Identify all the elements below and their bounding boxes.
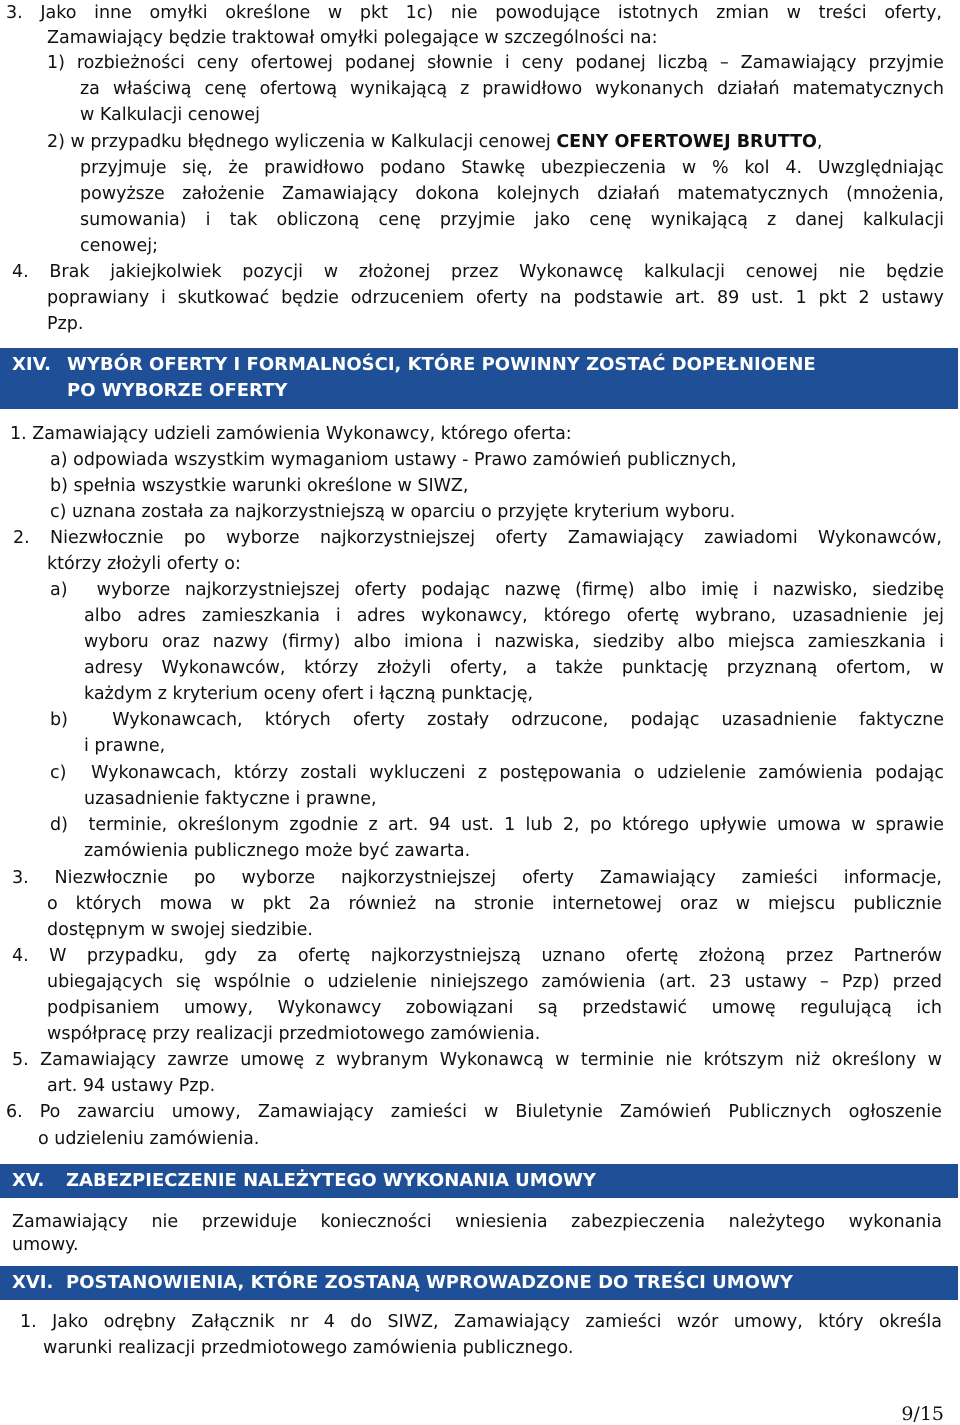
xiv-item-4-line: ubiegających się wspólnie o udzielenie niniejszego zamówienia (art. 23 ustawy – Pzp) przed [47,972,942,992]
xiv-item-2d-line: d) terminie, określonym zgodnie z art. 94 ust. 1 lub 2, po którego upływie umowa w sprawie [50,815,944,835]
xiv-item-5-line: art. 94 ustawy Pzp. [47,1076,216,1096]
page-number: 9/15 [901,1403,944,1425]
xiv-item-2a-line: każdym z kryterium oceny ofert i łączną punktację, [84,684,534,704]
section-number: XV. [12,1170,45,1191]
sub-item-1-line: w Kalkulacji cenowej [80,105,260,125]
section-number: XIV. [12,354,52,375]
item-3-line: 3. Jako inne omyłki określone w pkt 1c) nie powodujące istotnych zmian w treści oferty, [6,3,942,23]
sub-item-2-text: 2) w przypadku błędnego wyliczenia w Kalkulacji cenowej [47,132,557,152]
section-header-xvi [0,1266,958,1300]
xiv-item-2d-line: zamówienia publicznego może być zawarta. [84,841,471,861]
xiv-item-1b: b) spełnia wszystkie warunki określone w SIWZ, [50,476,469,496]
xiv-item-6-line: 6. Po zawarciu umowy, Zamawiający zamieści w Biuletynie Zamówień Publicznych ogłoszenie [6,1102,942,1122]
xiv-item-1: 1. Zamawiający udzieli zamówienia Wykonawcy, którego oferta: [10,424,572,444]
xiv-item-4-line: 4. W przypadku, gdy za ofertę najkorzystniejszą uznano ofertę złożoną przez Partnerów [12,946,942,966]
xiv-item-3-line: 3. Niezwłocznie po wyborze najkorzystniejszej oferty Zamawiający zamieści informacje, [12,868,942,888]
xiv-item-2c-line: uzasadnienie faktyczne i prawne, [84,789,377,809]
xiv-item-2a-line: wyboru oraz nazwy (firmy) albo imiona i nazwiska, siedziby albo miejsca zamieszkania i [84,632,944,652]
xiv-item-2a-line: albo adres zamieszkania i adres wykonawcy, którego ofertę wybrano, uzasadnienie jej [84,606,944,626]
xv-body-line: umowy. [12,1235,79,1255]
xiv-item-3-line: dostępnym w swojej siedzibie. [47,920,313,940]
sub-item-2-line: sumowania) i tak obliczoną cenę przyjmie jako cenę wynikającą z danej kalkulacji [80,210,944,230]
xiv-item-4-line: podpisaniem umowy, Wykonawcy zobowiązani są przedstawić umowę regulującą ich [47,998,942,1018]
sub-item-2-line [47,129,822,155]
section-number: XVI. [12,1272,54,1293]
xiv-item-2-line: którzy złożyli oferty o: [47,554,241,574]
sub-item-2-line: cenowej; [80,236,159,256]
sub-item-2-line: przyjmuje się, że prawidłowo podano Stawkę ubezpieczenia w % kol 4. Uwzględniając [80,158,944,178]
section-title: WYBÓR OFERTY I FORMALNOŚCI, KTÓRE POWINNY ZOSTAĆ DOPEŁNIOENE [67,354,816,375]
xiv-item-2c-line: c) Wykonawcach, którzy zostali wykluczeni z postępowania o udzielenie zamówienia podając [50,763,944,783]
emphasis-price: CENY OFERTOWEJ BRUTTO [556,132,817,152]
xiv-item-2a-line: a) wyborze najkorzystniejszej oferty podając nazwę (firmę) albo imię i nazwisko, siedzibę [50,580,944,600]
sub-item-1-line: 1) rozbieżności ceny ofertowej podanej słownie i ceny podanej liczbą – Zamawiający przyjmie [47,53,944,73]
section-title: PO WYBORZE OFERTY [67,380,288,401]
xiv-item-2b-line: i prawne, [84,736,166,756]
xiv-item-3-line: o których mowa w pkt 2a również na stronie internetowej oraz w miejscu publicznie [47,894,942,914]
xiv-item-4-line: współpracę przy realizacji przedmiotowego zamówienia. [47,1024,541,1044]
xv-body-line: Zamawiający nie przewiduje konieczności wniesienia zabezpieczenia należytego wykonania [12,1212,942,1232]
xiv-item-1c: c) uznana została za najkorzystniejszą w oparciu o przyjęte kryterium wyboru. [50,502,736,522]
xiv-item-6-line: o udzieleniu zamówienia. [38,1129,260,1149]
section-title: POSTANOWIENIA, KTÓRE ZOSTANĄ WPROWADZONE DO TREŚCI UMOWY [66,1272,793,1293]
xiv-item-2a-line: adresy Wykonawców, którzy złożyli oferty, a także punktację przyznaną ofertom, w [84,658,944,678]
item-4-line: poprawiany i skutkować będzie odrzuceniem oferty na podstawie art. 89 ust. 1 pkt 2 ustawy [47,288,944,308]
xvi-item-1-line: 1. Jako odrębny Załącznik nr 4 do SIWZ, Zamawiający zamieści wzór umowy, który określa [20,1312,942,1332]
sub-item-1-line: za właściwą cenę ofertową wynikającą z prawidłowo wykonanych działań matematycznych [80,79,944,99]
xiv-item-2b-line: b) Wykonawcach, których oferty zostały odrzucone, podając uzasadnienie faktyczne [50,710,944,730]
sub-item-2-line: powyższe założenie Zamawiający dokona kolejnych działań matematycznych (mnożenia, [80,184,944,204]
section-title: ZABEZPIECZENIE NALEŻYTEGO WYKONANIA UMOWY [66,1170,596,1191]
item-4-line: 4. Brak jakiejkolwiek pozycji w złożonej przez Wykonawcę kalkulacji cenowej nie będzie [12,262,944,282]
item-3-line: Zamawiający będzie traktował omyłki polegające w szczególności na: [47,28,658,48]
xiv-item-5-line: 5. Zamawiający zawrze umowę z wybranym Wykonawcą w terminie nie krótszym niż określony w [12,1050,942,1070]
item-4-line: Pzp. [47,314,84,334]
xiv-item-1a: a) odpowiada wszystkim wymaganiom ustawy - Prawo zamówień publicznych, [50,450,737,470]
section-header-xiv [0,348,958,409]
xvi-item-1-line: warunki realizacji przedmiotowego zamówienia publicznego. [43,1338,574,1358]
section-header-xv [0,1164,958,1198]
sub-item-2-text: , [816,132,823,152]
xiv-item-2-line: 2. Niezwłocznie po wyborze najkorzystniejszej oferty Zamawiający zawiadomi Wykonawców, [13,528,942,548]
